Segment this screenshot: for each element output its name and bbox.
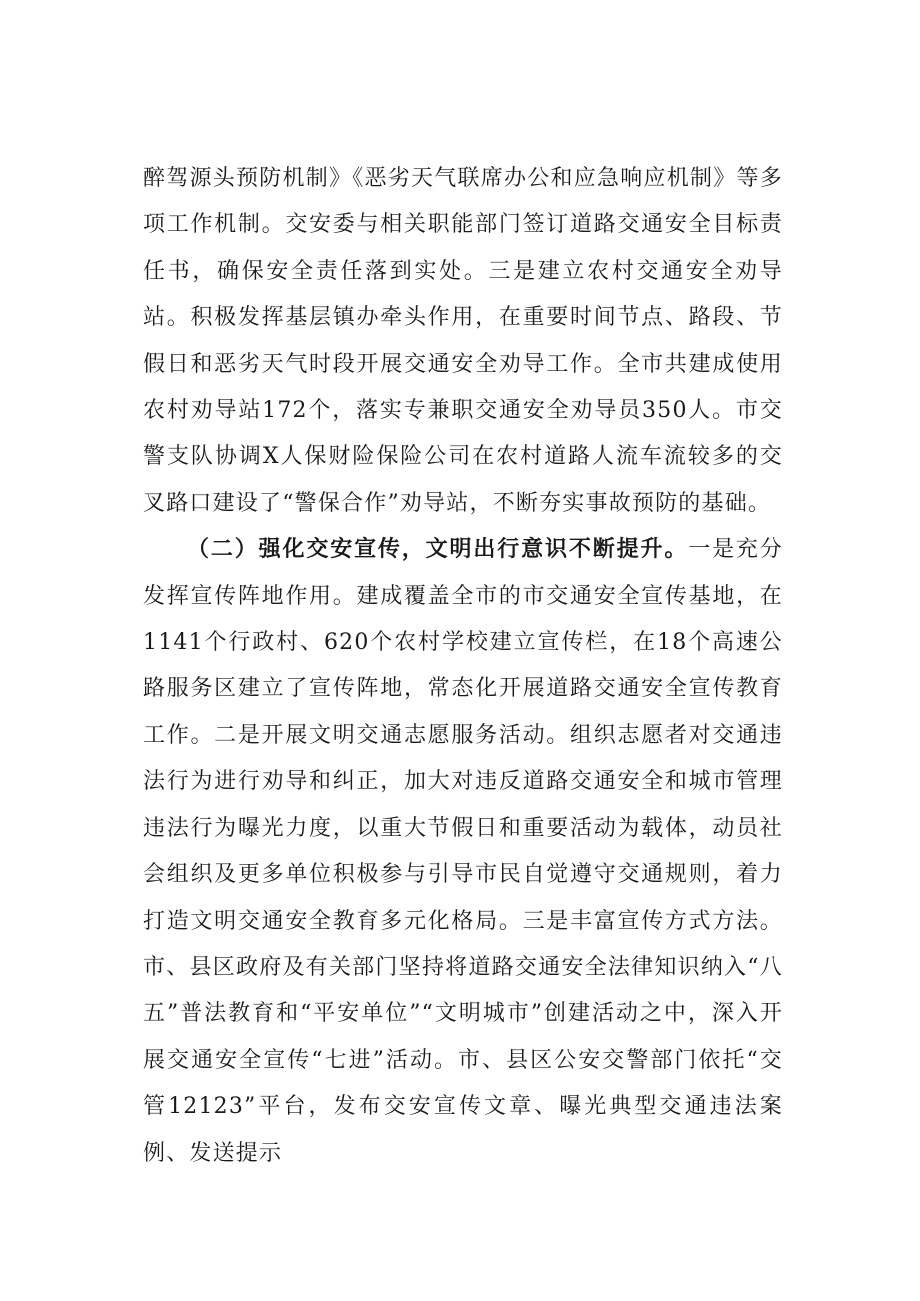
paragraph-section-two [143,527,783,1177]
paragraph-text: 一是充分发挥宣传阵地作用。建成覆盖全市的市交通安全宣传基地，在1141个行政村、620个农村学校建立宣传栏，在18个高速公路服务区建立了宣传阵地，常态化开展道路交通安全宣传教育工作。二是开展文明交通志愿服务活动。组织志愿者对交通违法行为进行劝导和纠正，加大对违反道路交通安全和城市管理违法行为曝光力度，以重大节假日和重要活动为载体，动员社会组织及更多单位积极参与引导市民自觉遵守交通规则，着力打造文明交通安全教育多元化格局。三是丰富宣传方式方法。市、县区政府及有关部门坚持将道路交通安全法律知识纳入“八五”普法教育和“平安单位”“文明城市”创建活动之中，深入开展交通安全宣传“七进”活动。市、县区公安交警部门依托“交管12123”平台，发布交安宣传文章、曝光典型交通违法案例、发送提示 [143,537,784,1166]
section-heading: （二）强化交安宣传，文明出行意识不断提升。 [187,537,689,563]
paragraph-continued [143,156,783,527]
document-body [143,156,783,1177]
paragraph-text: 醉驾源头预防机制》《恶劣天气联席办公和应急响应机制》等多项工作机制。交安委与相关职能部门签订道路交通安全目标责任书，确保安全责任落到实处。三是建立农村交通安全劝导站。积极发挥基层镇办牵头作用，在重要时间节点、路段、节假日和恶劣天气时段开展交通安全劝导工作。全市共建成使用农村劝导站172个，落实专兼职交通安全劝导员350人。市交警支队协调X人保财险保险公司在农村道路人流车流较多的交叉路口建设了“警保合作”劝导站，不断夯实事故预防的基础。 [143,166,783,516]
